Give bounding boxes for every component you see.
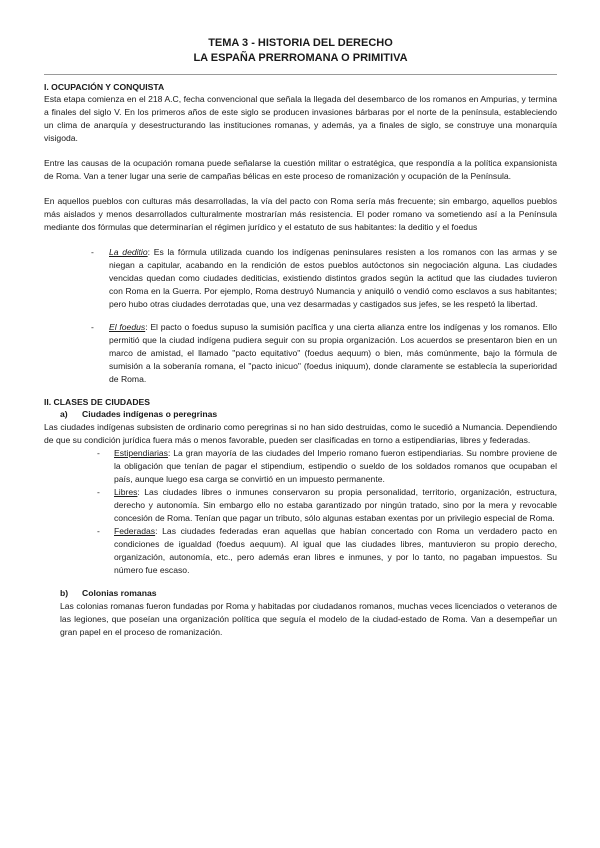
paragraph-intro: Esta etapa comienza en el 218 A.C, fecha convencional que señala la llegada del desembarco de los romanos en Ampurias, y termina a finales del siglo V. En los primeros años de este siglo se producen invasiones bárbaras por el norte de la península, estableciendo un clima de anarquía y desestructurando las instituciones romanas, y además, ya a finales de siglo, se construye una monarquía visigoda. bbox=[44, 94, 557, 143]
term-federadas: Federadas bbox=[114, 526, 156, 536]
list-item-libres bbox=[97, 486, 557, 525]
subheading-indigenas bbox=[60, 408, 557, 421]
subheading-title-a: Ciudades indígenas o peregrinas bbox=[82, 409, 218, 419]
list-dash: - bbox=[91, 322, 94, 332]
list-item-estipendiarias bbox=[97, 447, 557, 486]
title-divider bbox=[44, 74, 557, 75]
term-deditio: La deditio bbox=[109, 247, 148, 257]
definition-deditio: : Es la fórmula utilizada cuando los indígenas peninsulares resisten a los romanos con las armas y se niegan a capitular, acabando en la rendición de estos pueblos autóctonos sin negociación alguna. Las ciudades vencidas quedan como ciudades dediticias, existiendo distintos grados según la actitud que las ciudades tuvieron con Roma en la Guerra. Por ejemplo, Roma destruyó Numancia y aniquiló o vendió como esclavos a sus habitantes; pero hubo otras ciudades derrotadas que, una vez desarmadas y castigados sus jefes, se les respetó la libertad. bbox=[109, 247, 557, 309]
list-item-deditio bbox=[91, 246, 557, 311]
list-item-foedus bbox=[91, 321, 557, 386]
paragraph-indigenas: Las ciudades indígenas subsisten de ordinario como peregrinas si no han sido destruidas, como le sucedió a Numancia. Dependiendo de que su condición jurídica fuera más o menos favorable, pueden ser clasificadas en torno a estipendiarias, libres y federadas. bbox=[44, 422, 557, 445]
subheading-letter-a: a) bbox=[60, 409, 68, 419]
definition-federadas: : Las ciudades federadas eran aquellas que habían concertado con Roma un verdadero pacto en condiciones de igualdad (foedus aequum). Al igual que las ciudades libres, mantuvieron su propio derecho, organización, autonomía, etc., pero además eran libres e inmunes, y por lo tanto, no pagaban impuestos. Su número fue escaso. bbox=[114, 526, 557, 575]
list-dash: - bbox=[97, 448, 100, 458]
definition-estipendiarias: : La gran mayoría de las ciudades del Imperio romano fueron estipendiarias. Su nombre proviene de la obligación que tenían de pagar el stipendium, estipendio o sueldo de los soldados romanos que ocupaban el país, aunque luego esa carga se convirtió en un impuesto permanente. bbox=[114, 448, 557, 484]
paragraph-colonias: Las colonias romanas fueron fundadas por Roma y habitadas por ciudadanos romanos, muchas veces licenciados o veteranos de las legiones, que poseían una organización política que seguía el modelo de la ciudad-estado de Roma. Van a desempeñar un gran papel en el proceso de romanización. bbox=[60, 601, 557, 637]
list-dash: - bbox=[97, 526, 100, 536]
page-title bbox=[44, 36, 557, 66]
definition-libres: : Las ciudades libres o inmunes conservaron su propia personalidad, territorio, organización, estructura, derecho y autonomía. Sin embargo ello no estaba garantizado por ningún tratado, sino por la mera y revocable concesión de Roma. Tenían que pagar un tributo, sólo algunas estaban exentas por un privilegio especial de Roma. bbox=[114, 487, 557, 523]
paragraph-causes: Entre las causas de la ocupación romana puede señalarse la cuestión militar o estratégica, que respondía a la política expansionista de Roma. Van a tener lugar una serie de campañas bélicas en este proceso de romanización y ocupación de la Península. bbox=[44, 158, 557, 181]
term-libres: Libres bbox=[114, 487, 138, 497]
city-types-list bbox=[44, 447, 557, 577]
list-dash: - bbox=[97, 487, 100, 497]
section-heading-clases: II. CLASES DE CIUDADES bbox=[44, 397, 151, 407]
term-estipendiarias: Estipendiarias bbox=[114, 448, 168, 458]
list-dash: - bbox=[91, 247, 94, 257]
paragraph-formulas: En aquellos pueblos con culturas más desarrolladas, la vía del pacto con Roma sería más frecuente; sin embargo, aquellos pueblos más aislados y menos desarrollados culturalmente mostrarían más resistencia. El poder romano va sometiendo así a la Península mediante dos fórmulas que determinarían el régimen jurídico y el estatuto de sus habitantes: la deditio y el foedus bbox=[44, 196, 557, 232]
title-line-2: LA ESPAÑA PRERROMANA O PRIMITIVA bbox=[193, 52, 408, 64]
subheading-title-b: Colonias romanas bbox=[82, 588, 157, 598]
subheading-colonias bbox=[60, 587, 557, 600]
list-item-federadas bbox=[97, 525, 557, 577]
subheading-letter-b: b) bbox=[60, 588, 69, 598]
term-foedus: El foedus bbox=[109, 322, 146, 332]
definition-foedus: : El pacto o foedus supuso la sumisión pacífica y una cierta alianza entre los indígenas y los romanos. Ello permitió que la ciudad indígena pudiera seguir con su propia organización. Los acuerdos se presentaron bien en un marco de amistad, el llamado "pacto equitativo" (foedus aequum) o bien, más comúnmente, bajo la fórmula de sumisión a la soberanía romana, el "pacto inicuo" (foedus iniquum), donde claramente se establecía la superioridad de Roma. bbox=[109, 322, 557, 384]
section-heading-ocupacion: I. OCUPACIÓN Y CONQUISTA bbox=[44, 82, 165, 92]
title-line-1: TEMA 3 - HISTORIA DEL DERECHO bbox=[208, 37, 393, 49]
formulas-list bbox=[44, 246, 557, 386]
